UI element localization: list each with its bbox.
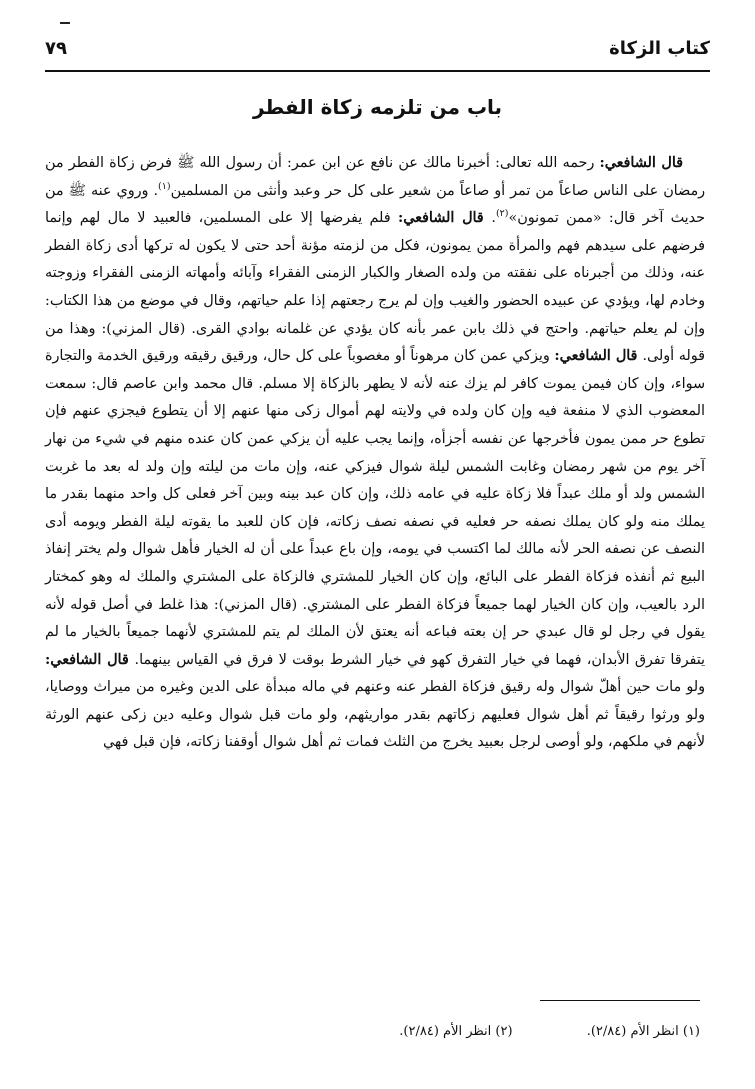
text-segment: . وروي عنه ﷺ من حديث آخر قال: «ممن تمونون» bbox=[45, 182, 705, 227]
page-number: ٧٩ bbox=[45, 38, 67, 59]
text-segment: فلم يفرضها إلا على المسلمين، فالعبيد لا مال لهم وإنما فرضهم على سيدهم فهم والمرأة ممن يمونون، فكل من لزمته مؤنة أحد حتى لا يكون له تركها أدى زكاة الفطر عنه، وذلك من أجبرناه على نفقته من ولده الصغار والكبار الزمنى الفقراء وآبائه وأمهاته الزمنى الفقراء وزوجته وخادم لها، ويؤدي عن عبيده الحضور والغيب وإن لم يرج رجعتهم إذا علم حياتهم، وقال في موضع من هذا الكتاب: وإن لم يعلم حياتهم. واحتج في ذلك بابن عمر بأنه كان يؤدي عن غلمانه بوادي القرى. (قال المزني): وهذا من قوله أولى. bbox=[45, 210, 706, 365]
speaker-label: قال الشافعي: bbox=[554, 348, 643, 365]
text-segment: . bbox=[491, 210, 496, 227]
text-segment: ويزكي عمن كان مرهوناً أو مغصوباً على كل حال، ورقيق رقيقه ورقيق الخدمة والتجارة سواء، وإن كان فيمن يموت كافر لم يزك عنه لأنه لا يطهر بالزكاة إلا مسلم. قال محمد وابن عاصم قال: سمعت المعضوب الذي لا منفعة فيه وإن كان ولده في ولايته لهم أموال زكى منها عنهم إلا أن يتطوع فيجزي عنهم فإن تطوع حر ممن يمون فأخرجها عن نفسه أجزأه، وإنما يجب عليه أن يزكي عمن كان عنده منهم في شيء من نهار آخر يوم من شهر رمضان وغابت الشمس ليلة شوال فيزكي عنه، وإن مات من ليلته وإن ولد له بعد ما غربت الشمس ولد أو ملك عبداً فلا زكاة عليه في عامه ذلك، وإن كان عبد بينه وبين آخر فعلى كل واحد منهما بقدر ما يملك منه ولو كان يملك نصفه حر فعليه في نصفه نصف زكاته، فإن كان للعبد ما يقوته ليلة الفطر ويومه أدى النصف عن نصفه الحر لأنه مالك لما اكتسب في يومه، وإن باع عبداً على أن له الخيار فأهل شوال ولم يختر إنفاذ البيع ثم أنفذه فزكاة الفطر على البائع، وإن كان الخيار للمشتري فالزكاة على المشتري والملك له وهو كمختار الرد بالعيب، وإن كان الخيار لهما جميعاً فزكاة الفطر على المشتري. (قال المزني): هذا غلط في أصل قوله لأنه يقول في رجل لو قال عبدي حر إن بعته فباعه أنه يعتق لأن الملك لم يتم للمشتري لأنهما جميعاً بالخيار ما لم يتفرقا تفرق الأبدان، فهما في خيار التفرق كهو في خيار الشرط بوقت لا فرق في القياس بينهما. bbox=[45, 348, 705, 668]
footnote-ref: (٢) bbox=[495, 208, 509, 220]
running-head: كتاب الزكاة bbox=[609, 38, 710, 59]
speaker-label: قال الشافعي: bbox=[599, 155, 684, 171]
chapter-title: باب من تلزمه زكاة الفطر bbox=[252, 95, 503, 119]
speaker-label: قال الشافعي: bbox=[397, 210, 492, 227]
text-segment: رحمه الله تعالى: أخبرنا مالك عن نافع عن ابن عمر: أن رسول الله ﷺ فرض زكاة الفطر من رمضان على الناس صاعاً من تمر أو صاعاً من شعير على كل حر وعبد وأنثى من المسلمين bbox=[45, 155, 706, 199]
footnotes bbox=[45, 1024, 700, 1039]
text-segment: ولو مات حين أهلّ شوال وله رقيق فزكاة الفطر عنه وعنهم في ماله مبدأة على الدين وغيره من ميراث ووصايا، ولو ورثوا رقيقاً ثم أهل شوال فعليهم زكاتهم بقدر مواريثهم، ولو مات قبل شوال وعليه دين زكى عنهم الورثة لأنهم في ملكهم، ولو أوصى لرجل بعبيد يخرج من الثلث فمات ثم أهل شوال أوقفنا زكاته، فإن قبل فهي bbox=[45, 679, 705, 751]
footnote-1: (١) انظر الأم (٢/٨٤). bbox=[586, 1024, 700, 1039]
speaker-label: قال الشافعي: bbox=[45, 651, 135, 668]
footnote-rule bbox=[540, 1000, 700, 1001]
footnote-2: (٢) انظر الأم (٢/٨٤). bbox=[399, 1024, 513, 1039]
paragraph bbox=[45, 150, 705, 757]
body-text bbox=[45, 150, 705, 757]
top-mark bbox=[60, 22, 70, 24]
page-header bbox=[45, 38, 710, 68]
footnote-ref: (١) bbox=[158, 180, 171, 192]
header-rule bbox=[45, 70, 710, 72]
